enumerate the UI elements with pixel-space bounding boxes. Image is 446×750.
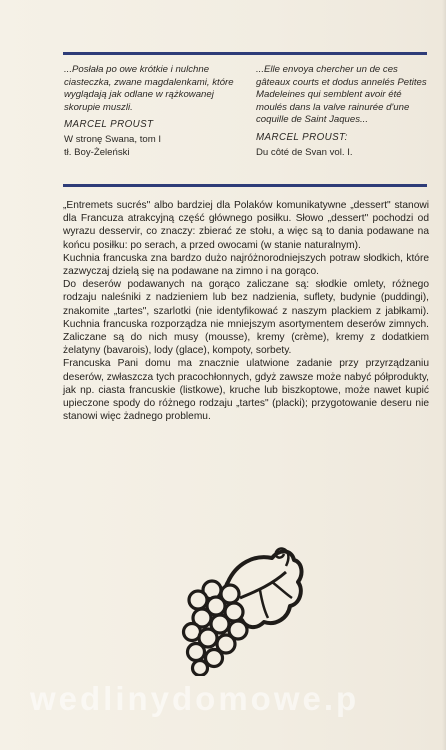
grapes-icon: [176, 542, 306, 676]
watermark: wedlinydomowe.p: [30, 680, 360, 717]
paragraph: „Entremets sucrés" albo bardziej dla Polaków komunikatywne „dessert" stanowi dla Francuza atrakcyjną część głównego posiłku. Słowo „dessert" pochodzi od wyrazu desservir, co znaczy: zbierać ze stołu, a więc są to dania podawane na końcu posiłku: po serach, a przed owocami (w stanie naturalnym).: [63, 200, 429, 251]
paragraph: Kuchnia francuska zna bardzo dużo najróżnorodniejszych potraw słodkich, które zazwyczaj dzielą się na podawane na zimno i na gorąco.: [63, 252, 429, 278]
page-edge-shadow: [442, 0, 446, 750]
section-rule: [63, 184, 427, 187]
quote-french-author: MARCEL PROUST:: [256, 131, 348, 143]
quote-french-text: ...Elle envoya chercher un de ces gâteaux courts et dodus annelés Petites Madeleines qui semblent avoir été moulés dans la valve rainurée d'une coquille de Saint Jaques...: [256, 64, 427, 126]
article-body: [63, 199, 429, 423]
quote-french: [256, 64, 428, 159]
quote-polish-source: W stronę Swana, tom I tł. Boy-Żeleński: [64, 133, 162, 158]
quote-polish-author: MARCEL PROUST: [64, 119, 154, 131]
quote-polish-text: ...Posłała po owe krótkie i nulchne ciasteczka, zwane magdalenkami, które wyglądają jak odlane w rążkowanej skorupie muszli.: [64, 64, 234, 113]
paragraph: Do deserów podawanych na gorąco zaliczane są: słodkie omlety, różnego rodzaju naleśniki z nadzieniem lub bez nadzienia, suflety, budynie (puddingi), znakomite „tartes", szarlotki (nie identyfikować z naszym plackiem z jabłkami). Kuchnia francuska rozporządza nie mniejszym asortymentem deserów zimnych. Zaliczane są do nich musy (mousse), kremy (crème), kremy z dodatkiem żelatyny (bavarois), lody (glace), kompoty, sorbety.: [63, 279, 429, 357]
top-rule: [63, 52, 427, 55]
paragraph: Francuska Pani domu ma znacznie ulatwione zadanie przy przyrządzaniu deserów, zwłaszcza tych pracochłonnych, gdyż zawsze może nabyć półprodukty, jak np. ciasta francuskie (listkowe), kruche lub biszkoptowe, może nawet kupić upieczone spody do różnego rodzaju „tartes" (placki); przygotowanie deseru nie stanowi więc żadnego problemu.: [63, 358, 429, 423]
quote-french-source: Du côté de Svan vol. I.: [256, 146, 353, 158]
quote-polish: [64, 64, 240, 159]
